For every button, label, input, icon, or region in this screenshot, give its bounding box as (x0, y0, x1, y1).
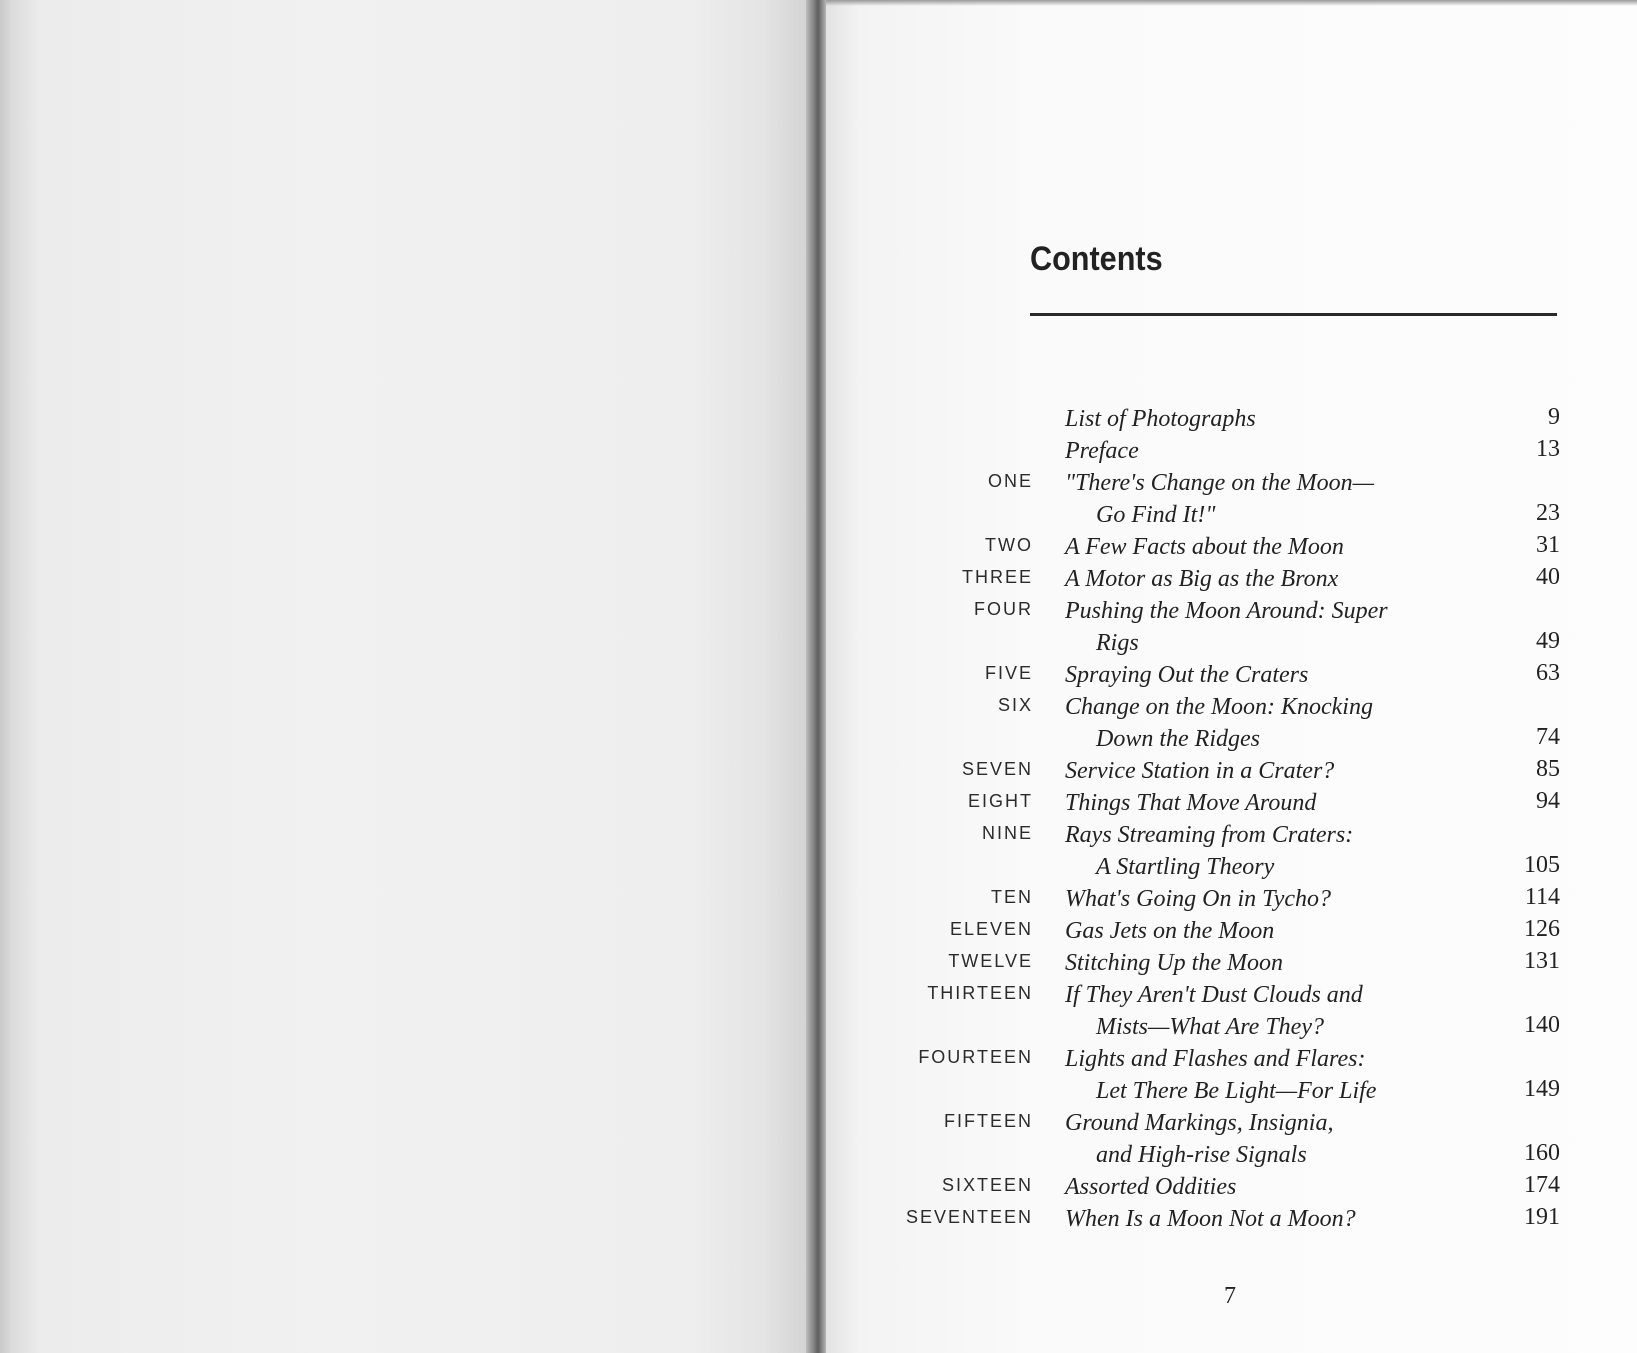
chapter-title-line: Service Station in a Crater? (1065, 758, 1335, 784)
page-reference: 63 (1536, 660, 1560, 686)
chapter-title (1065, 819, 1505, 883)
page-number: 7 (1224, 1283, 1236, 1309)
page-reference: 114 (1524, 884, 1560, 910)
chapter-number: SIXTEEN (941, 1175, 1033, 1195)
chapter-title-line: Pushing the Moon Around: Super (1065, 598, 1388, 624)
chapter-title (1065, 1203, 1505, 1235)
chapter-number: THIRTEEN (927, 983, 1033, 1003)
page-reference: 149 (1524, 1076, 1560, 1102)
toc-entry (160, 947, 1560, 979)
chapter-number: SEVEN (961, 759, 1033, 779)
page-reference: 9 (1548, 404, 1560, 430)
table-of-contents (160, 403, 1560, 1235)
chapter-number: FOURTEEN (918, 1047, 1033, 1067)
chapter-title (1065, 595, 1505, 659)
chapter-title-line: Preface (1065, 438, 1139, 464)
heading-rule (1030, 313, 1557, 316)
chapter-title-line: What's Going On in Tycho? (1065, 886, 1332, 912)
chapter-title (1065, 1171, 1505, 1203)
page-reference: 191 (1524, 1204, 1560, 1230)
toc-entry (160, 435, 1560, 467)
chapter-title (1065, 563, 1505, 595)
chapter-number: SIX (997, 695, 1033, 715)
chapter-title (1065, 755, 1505, 787)
chapter-number: ONE (987, 471, 1033, 491)
chapter-title-line: "There's Change on the Moon— (1065, 470, 1374, 496)
toc-entry (160, 563, 1560, 595)
chapter-title (1065, 1043, 1505, 1107)
chapter-title-line: Let There Be Light—For Life (1096, 1078, 1377, 1104)
chapter-title-line: Go Find It!" (1096, 502, 1216, 528)
page-reference: 23 (1536, 500, 1560, 526)
toc-entry (160, 979, 1560, 1043)
page-reference: 74 (1536, 724, 1560, 750)
chapter-title-line: Gas Jets on the Moon (1065, 918, 1275, 944)
toc-entry (160, 1107, 1560, 1171)
chapter-number: NINE (981, 823, 1033, 843)
chapter-number: FOUR (974, 599, 1033, 619)
chapter-title-line: If They Aren't Dust Clouds and (1065, 982, 1363, 1008)
chapter-title (1065, 467, 1505, 531)
chapter-number: SEVENTEEN (905, 1207, 1033, 1227)
toc-entry (160, 691, 1560, 755)
chapter-title-line: A Few Facts about the Moon (1065, 534, 1344, 560)
chapter-title-line: Mists—What Are They? (1096, 1014, 1324, 1040)
chapter-title-line: List of Photographs (1065, 406, 1256, 432)
chapter-number: FIFTEEN (944, 1111, 1033, 1131)
page-reference: 85 (1536, 756, 1560, 782)
toc-entry (160, 883, 1560, 915)
chapter-title-line: A Startling Theory (1096, 854, 1275, 880)
toc-entry (160, 787, 1560, 819)
chapter-title-line: Assorted Oddities (1065, 1174, 1237, 1200)
page-reference: 40 (1536, 564, 1560, 590)
chapter-number: TWO (985, 535, 1033, 555)
toc-entry (160, 403, 1560, 435)
page-reference: 94 (1536, 788, 1560, 814)
page-edge-shadow (826, 0, 1637, 6)
chapter-title-line: Things That Move Around (1065, 790, 1317, 816)
page-reference: 49 (1536, 628, 1560, 654)
chapter-title (1065, 435, 1505, 467)
toc-entry (160, 659, 1560, 691)
page-reference: 105 (1524, 852, 1560, 878)
chapter-title-line: and High-rise Signals (1096, 1142, 1307, 1168)
chapter-title (1065, 1107, 1505, 1171)
chapter-title (1065, 947, 1505, 979)
chapter-title-line: Stitching Up the Moon (1065, 950, 1283, 976)
chapter-title-line: Ground Markings, Insignia, (1065, 1110, 1334, 1136)
page-reference: 13 (1536, 436, 1560, 462)
chapter-title-line: Down the Ridges (1096, 726, 1260, 752)
chapter-title-line: Lights and Flashes and Flares: (1065, 1046, 1366, 1072)
chapter-number: ELEVEN (949, 919, 1033, 939)
page-reference: 31 (1536, 532, 1560, 558)
toc-entry (160, 1203, 1560, 1235)
toc-entry (160, 595, 1560, 659)
page-reference: 131 (1524, 948, 1560, 974)
chapter-title (1065, 915, 1505, 947)
chapter-number: THREE (961, 567, 1033, 587)
page-reference: 126 (1524, 916, 1560, 942)
toc-entry (160, 819, 1560, 883)
chapter-title-line: Change on the Moon: Knocking (1065, 694, 1373, 720)
chapter-title-line: A Motor as Big as the Bronx (1065, 566, 1339, 592)
chapter-title (1065, 531, 1505, 563)
page-reference: 140 (1524, 1012, 1560, 1038)
contents-heading: Contents (1030, 240, 1163, 278)
chapter-title-line: Spraying Out the Craters (1065, 662, 1309, 688)
page-reference: 160 (1524, 1140, 1560, 1166)
chapter-title (1065, 659, 1505, 691)
chapter-title (1065, 883, 1505, 915)
chapter-title-line: When Is a Moon Not a Moon? (1065, 1206, 1356, 1232)
toc-entry (160, 467, 1560, 531)
chapter-title (1065, 787, 1505, 819)
chapter-number: EIGHT (967, 791, 1033, 811)
chapter-number: TWELVE (948, 951, 1033, 971)
chapter-title (1065, 403, 1505, 435)
toc-entry (160, 915, 1560, 947)
chapter-title-line: Rays Streaming from Craters: (1065, 822, 1354, 848)
page-reference: 174 (1524, 1172, 1560, 1198)
chapter-number: FIVE (984, 663, 1033, 683)
toc-entry (160, 1043, 1560, 1107)
toc-entry (160, 1171, 1560, 1203)
toc-entry (160, 755, 1560, 787)
chapter-number: TEN (991, 887, 1033, 907)
toc-entry (160, 531, 1560, 563)
chapter-title (1065, 979, 1505, 1043)
chapter-title (1065, 691, 1505, 755)
chapter-title-line: Rigs (1096, 630, 1139, 656)
